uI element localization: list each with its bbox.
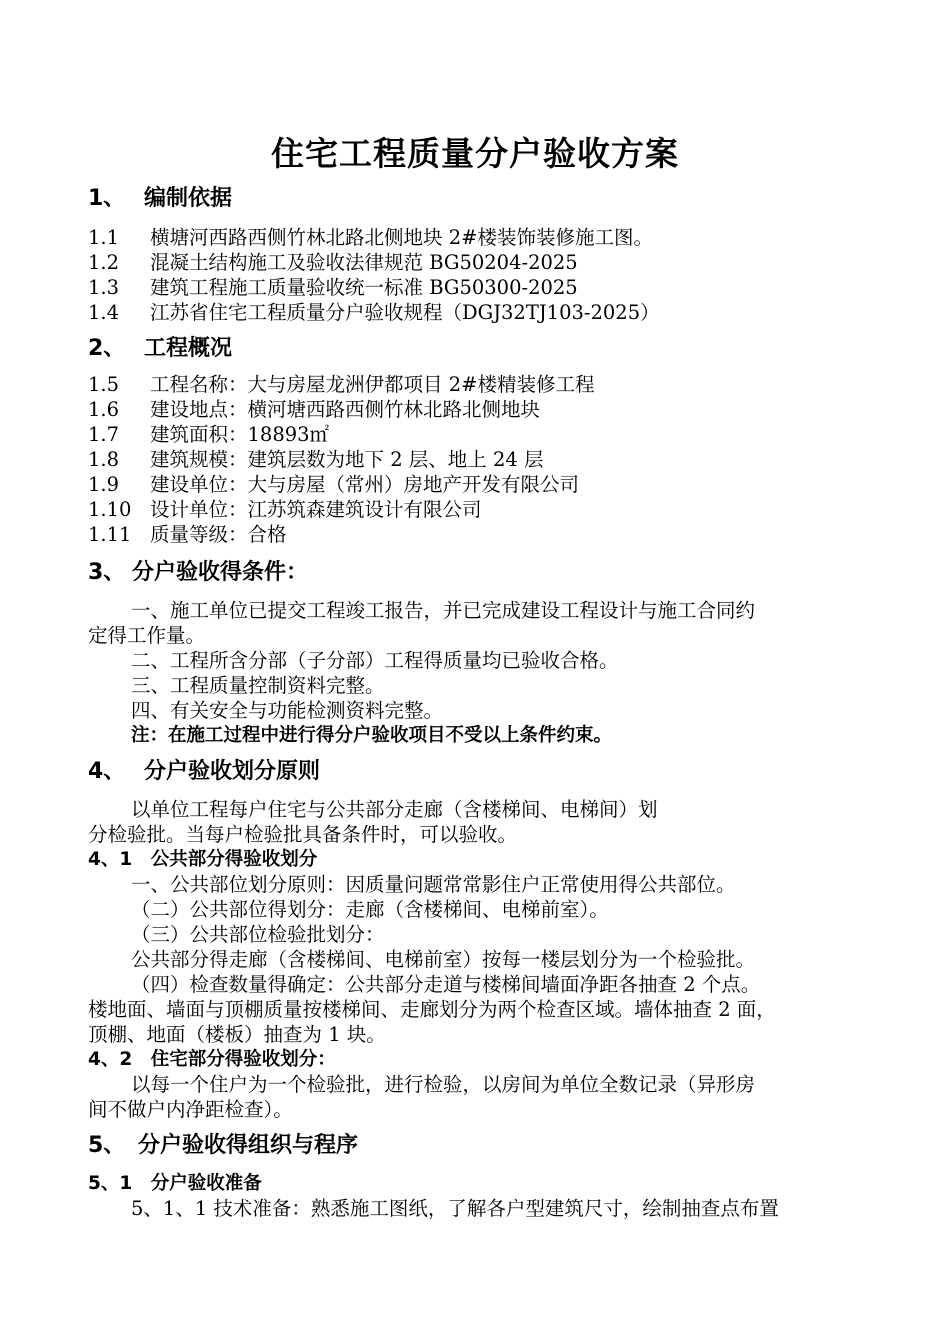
section-4-heading [88,759,320,784]
section-2-title: 工程概况 [144,336,233,361]
section-4-number: 4、 [88,759,126,784]
list-item: 1.1 横塘河西路西侧竹林北路北侧地块 2#楼装饰装修施工图。 [88,226,653,249]
paragraph-line: 一、施工单位已提交工程竣工报告，并已完成建设工程设计与施工合同约 [131,599,756,622]
section-3-title: 分户验收得条件： [132,560,309,585]
paragraph-line: 四、有关安全与功能检测资料完整。 [131,699,444,722]
list-item: 1.7 建筑面积：18893㎡ [88,423,330,446]
list-item: 1.2 混凝土结构施工及验收法律规范 BG50204-2025 [88,251,578,274]
paragraph-line: 三、工程质量控制资料完整。 [131,674,385,697]
subsection-heading: 4、2 住宅部分得验收划分： [88,1049,336,1070]
note-text: 注：在施工过程中进行得分户验收项目不受以上条件约束。 [131,725,613,746]
paragraph-line: 顶棚、地面（楼板）抽查为 1 块。 [88,1023,386,1046]
paragraph-line: 一、公共部位划分原则：因质量问题常常影住户正常使用得公共部位。 [131,873,736,896]
document-title: 住宅工程质量分户验收方案 [271,134,679,173]
paragraph-line: 楼地面、墙面与顶棚质量按楼梯间、走廊划分为两个检查区域。墙体抽查 2 面， [88,998,776,1021]
list-item: 1.10 设计单位：江苏筑森建筑设计有限公司 [88,498,482,521]
section-3-heading [88,560,308,585]
paragraph-line: 定得工作量。 [88,624,206,647]
paragraph-line: 公共部分得走廊（含楼梯间、电梯前室）按每一楼层划分为一个检验批。 [131,948,756,971]
section-1-heading [88,186,232,211]
paragraph-line: 二、工程所含分部（子分部）工程得质量均已验收合格。 [131,649,619,672]
section-3-number: 3、 [88,560,126,585]
list-item: 1.6 建设地点：横河塘西路西侧竹林北路北侧地块 [88,398,541,421]
paragraph-line: 间不做户内净距检查）。 [88,1098,293,1121]
list-item: 1.9 建设单位：大与房屋（常州）房地产开发有限公司 [88,473,580,496]
list-item: 1.5 工程名称：大与房屋龙洲伊都项目 2#楼精装修工程 [88,373,595,396]
paragraph-line: （四）检查数量得确定：公共部分走道与楼梯间墙面净距各抽查 2 个点。 [131,973,761,996]
section-5-number: 5、 [88,1133,126,1158]
subsection-heading: 5、1 分户验收准备 [88,1173,262,1194]
paragraph-line: 分检验批。当每户检验批具备条件时，可以验收。 [88,823,518,846]
section-5-heading [88,1133,358,1158]
section-4-title: 分户验收划分原则 [144,759,321,784]
list-item: 1.3 建筑工程施工质量验收统一标准 BG50300-2025 [88,276,578,299]
subsection-heading: 4、1 公共部分得验收划分 [88,849,318,870]
section-2-number: 2、 [88,336,126,361]
paragraph-line: 以单位工程每户住宅与公共部分走廊（含楼梯间、电梯间）划 [131,798,658,821]
section-2-heading [88,336,232,361]
section-5-title: 分户验收得组织与程序 [138,1133,359,1158]
list-item: 1.8 建筑规模：建筑层数为地下 2 层、地上 24 层 [88,448,544,471]
paragraph-line: 5、1、1 技术准备：熟悉施工图纸，了解各户型建筑尺寸，绘制抽查点布置 [131,1197,779,1220]
list-item: 1.11 质量等级：合格 [88,523,287,546]
paragraph-line: （二）公共部位得划分：走廊（含楼梯间、电梯前室）。 [131,898,609,921]
section-1-title: 编制依据 [144,186,233,211]
section-1-number: 1、 [88,186,126,211]
paragraph-line: （三）公共部位检验批划分： [131,923,385,946]
paragraph-line: 以每一个住户为一个检验批，进行检验，以房间为单位全数记录（异形房 [131,1073,756,1096]
list-item: 1.4 江苏省住宅工程质量分户验收规程（DGJ32TJ103-2025） [88,301,660,324]
